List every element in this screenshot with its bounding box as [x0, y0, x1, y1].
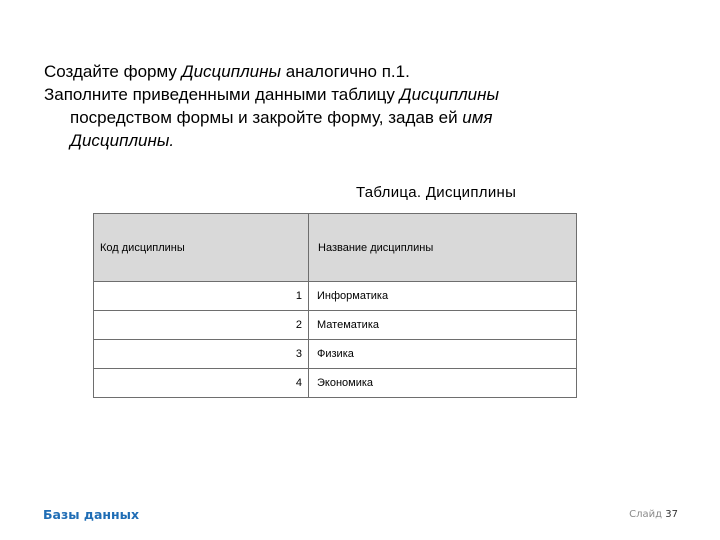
- table-row: [94, 311, 577, 340]
- cell-name: Физика: [309, 340, 577, 369]
- table-header-row: [94, 214, 577, 282]
- table-row: [94, 340, 577, 369]
- instruction-line-2: [44, 83, 644, 106]
- instruction-line-1: [44, 60, 644, 83]
- instruction-line-4: [44, 129, 644, 152]
- cell-code: 3: [94, 340, 309, 369]
- header-code: Код дисциплины: [94, 214, 309, 282]
- cell-code: 4: [94, 369, 309, 398]
- instruction-emphasis: Дисциплины: [181, 62, 281, 81]
- slide-number: 37: [665, 509, 678, 520]
- instruction-text: аналогично п.1.: [280, 62, 410, 81]
- cell-name: Математика: [309, 311, 577, 340]
- table-row: [94, 369, 577, 398]
- cell-code: 2: [94, 311, 309, 340]
- cell-name: Информатика: [309, 282, 577, 311]
- instruction-text: Заполните приведенными данными таблицу: [44, 85, 400, 104]
- instruction-text: посредством формы и закройте форму, задав ей: [70, 108, 463, 127]
- instruction-emphasis: имя: [462, 108, 493, 127]
- instruction-emphasis: Дисциплины: [399, 85, 499, 104]
- instruction-text: Создайте форму: [44, 62, 182, 81]
- instruction-emphasis: Дисциплины.: [70, 131, 175, 150]
- instruction-line-3: [44, 106, 644, 129]
- cell-name: Экономика: [309, 369, 577, 398]
- instructions-text: [44, 60, 644, 152]
- disciplines-table: [93, 213, 577, 398]
- table-caption: Таблица. Дисциплины: [356, 184, 517, 201]
- footer-slide-number: [629, 509, 678, 520]
- table-row: [94, 282, 577, 311]
- slide-label: Слайд: [629, 509, 663, 520]
- cell-code: 1: [94, 282, 309, 311]
- footer-course-title: Базы данных: [43, 507, 140, 522]
- header-name: Название дисциплины: [309, 214, 577, 282]
